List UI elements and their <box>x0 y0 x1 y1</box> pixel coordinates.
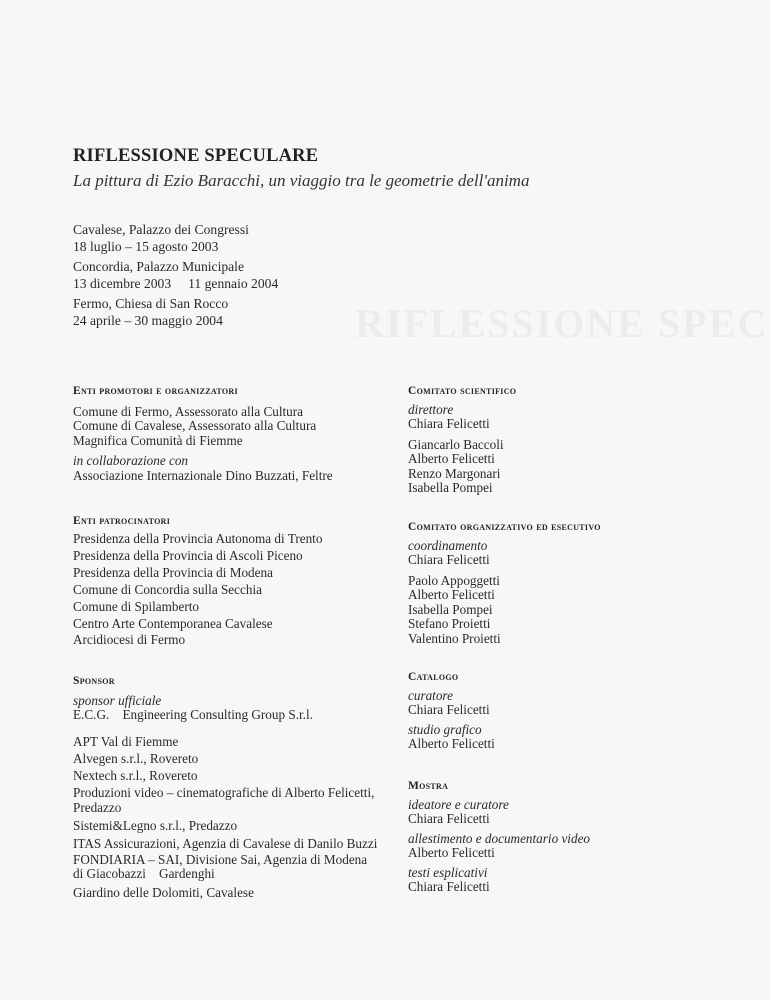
credit-line: Valentino Proietti <box>408 630 501 646</box>
credit-line: Chiara Felicetti <box>408 811 490 826</box>
section-heading: Mostra <box>408 780 449 792</box>
credit-line: Chiara Felicetti <box>408 702 490 717</box>
role-label: testi esplicativi <box>408 864 488 880</box>
credit-line: Isabella Pompei <box>408 480 493 495</box>
credit-line: Stefano Proietti <box>408 616 491 631</box>
comitato-organizzativo-section <box>408 520 601 646</box>
reverse-page-bleed-through <box>355 300 770 347</box>
credit-line: Predazzo <box>73 799 122 815</box>
credit-line: di Giacobazzi Gardenghi <box>73 866 215 882</box>
credit-line: ITAS Assicurazioni, Agenzia di Cavalese di Danilo Buzzi <box>73 835 378 851</box>
section-heading: Enti patrocinatori <box>73 515 171 527</box>
role-label: ideatore e curatore <box>408 796 509 812</box>
comitato-scientifico-section <box>408 384 516 496</box>
credit-line: APT Val di Fiemme <box>73 733 179 749</box>
role-label: allestimento e documentario video <box>408 830 591 846</box>
section-heading: Catalogo <box>408 671 459 683</box>
credit-line: Chiara Felicetti <box>408 879 490 894</box>
credit-line: Presidenza della Provincia Autonoma di Trento <box>73 531 323 546</box>
role-label: curatore <box>408 687 453 703</box>
credit-line: Presidenza della Provincia di Ascoli Piceno <box>73 547 303 563</box>
credit-line: Centro Arte Contemporanea Cavalese <box>73 615 273 631</box>
role-label: studio grafico <box>408 721 482 737</box>
credit-line: Giardino delle Dolomiti, Cavalese <box>73 884 254 900</box>
exhibition-title: RIFLESSIONE SPECULARE <box>73 146 319 166</box>
credit-line: Nextech s.r.l., Rovereto <box>73 768 198 784</box>
credit-line: Comune di Cavalese, Assessorato alla Cultura <box>73 418 317 433</box>
venue-place: Concordia, Palazzo Municipale <box>73 259 244 274</box>
credit-line: Alvegen s.r.l., Rovereto <box>73 750 199 766</box>
credit-line: Chiara Felicetti <box>408 552 490 567</box>
credit-line: Associazione Internazionale Dino Buzzati, Feltre <box>73 467 333 483</box>
section-heading: Sponsor <box>73 675 115 687</box>
credit-line: Produzioni video – cinematografiche di Alberto Felicetti, <box>73 785 375 801</box>
venue-dates: 24 aprile – 30 maggio 2004 <box>73 312 223 328</box>
credit-line: Arcidiocesi di Fermo <box>73 632 186 648</box>
credit-line: Renzo Margonari <box>408 465 501 481</box>
section-heading: Comitato organizzativo ed esecutivo <box>408 521 601 533</box>
credit-line: Alberto Felicetti <box>408 587 495 602</box>
credit-line: Comune di Spilamberto <box>73 598 200 614</box>
patrocinatori-section <box>73 514 322 649</box>
credit-line: Alberto Felicetti <box>408 845 495 860</box>
section-heading: Comitato scientifico <box>408 385 517 397</box>
promotori-section <box>73 384 333 483</box>
venue-place: Cavalese, Palazzo dei Congressi <box>73 222 249 237</box>
role-label: direttore <box>408 401 454 417</box>
credit-line: Comune di Fermo, Assessorato alla Cultura <box>73 403 304 419</box>
venue-concordia <box>73 259 278 292</box>
credit-line: E.C.G. Engineering Consulting Group S.r.l. <box>73 707 313 722</box>
role-label: sponsor ufficiale <box>73 692 162 708</box>
venue-dates: 13 dicembre 2003 11 gennaio 2004 <box>73 275 279 291</box>
sponsor-section <box>73 674 377 901</box>
credit-line: Presidenza della Provincia di Modena <box>73 564 273 580</box>
credit-line: Chiara Felicetti <box>408 416 490 431</box>
venue-place: Fermo, Chiesa di San Rocco <box>73 296 229 311</box>
role-label: coordinamento <box>408 537 488 553</box>
exhibition-subtitle: La pittura di Ezio Baracchi, un viaggio tra le geometrie dell'anima <box>73 171 530 190</box>
credit-line: Magnifica Comunità di Fiemme <box>73 432 243 448</box>
credit-line: Giancarlo Baccoli <box>408 436 504 452</box>
section-heading: Enti promotori e organizzatori <box>73 385 238 397</box>
credit-line: FONDIARIA – SAI, Divisione Sai, Agenzia di Modena <box>73 851 368 867</box>
venue-cavalese <box>73 222 249 255</box>
credit-line: Isabella Pompei <box>408 601 493 617</box>
credit-line: Alberto Felicetti <box>408 451 495 466</box>
venue-fermo <box>73 296 228 329</box>
credit-line: Sistemi&Legno s.r.l., Predazzo <box>73 818 238 834</box>
credit-line: Paolo Appoggetti <box>408 572 500 588</box>
credit-line: Comune di Concordia sulla Secchia <box>73 581 262 597</box>
venue-dates: 18 luglio – 15 agosto 2003 <box>73 238 219 254</box>
mostra-section <box>408 779 590 895</box>
role-label: in collaborazione con <box>73 453 189 468</box>
credit-line: Alberto Felicetti <box>408 736 495 751</box>
catalogo-section <box>408 670 495 752</box>
